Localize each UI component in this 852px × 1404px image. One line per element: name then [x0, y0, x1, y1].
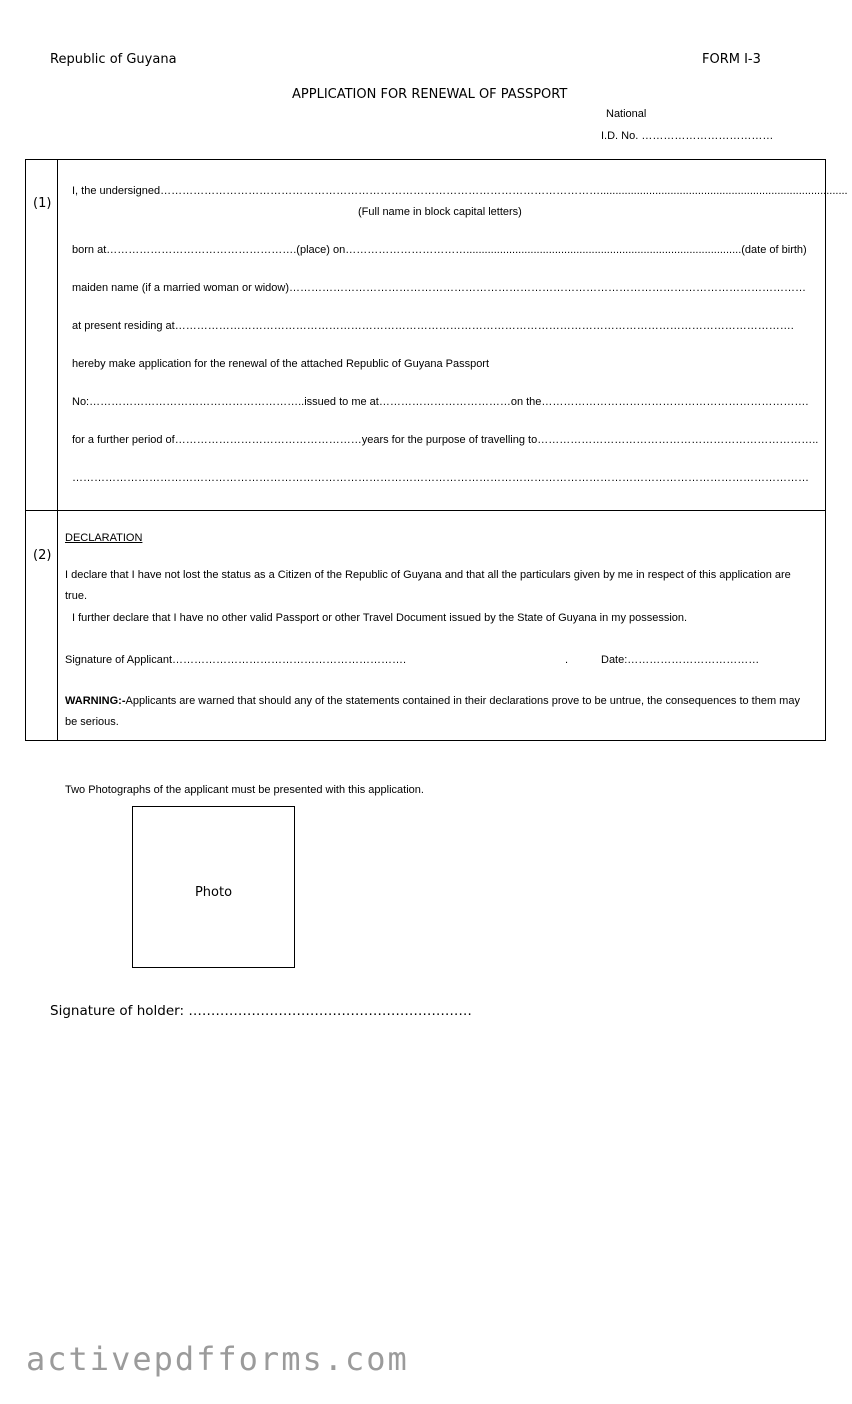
holder-signature-field[interactable]: Signature of holder: ………………………………………………………: [50, 1003, 472, 1019]
id-number-field[interactable]: I.D. No. ………………………………: [601, 130, 774, 142]
form-title: APPLICATION FOR RENEWAL OF PASSPORT: [292, 87, 568, 102]
application-statement: hereby make application for the renewal of the attached Republic of Guyana Passport: [72, 358, 490, 370]
row-divider: [25, 510, 826, 511]
warning-label: WARNING:-: [65, 695, 126, 707]
form-code: FORM I-3: [702, 52, 761, 67]
photo-label: Photo: [194, 885, 233, 900]
declaration-citizenship: I declare that I have not lost the status as a Citizen of the Republic of Guyana and that all the particulars given by me in respect of this application are true.: [65, 569, 791, 602]
photo-instruction: Two Photographs of the applicant must be presented with this application.: [65, 784, 424, 796]
declaration-no-other-passport: I further declare that I have no other valid Passport or other Travel Document issued by the State of Guyana in my possession.: [72, 612, 688, 624]
separator-dot: .: [565, 654, 569, 666]
photo-box[interactable]: [132, 806, 295, 968]
travel-period-field[interactable]: for a further period of……………………………………………years for the purpose of travelling to…………………………………………………………………..: [72, 434, 819, 446]
birth-place-date-field[interactable]: born at…………………………………………….(place) on……………………………..........................................................................................(date of birth): [72, 244, 807, 256]
warning-text: [65, 691, 815, 733]
full-name-field[interactable]: I, the undersigned………………………………………………………………………………………………………….................................................................................: [72, 185, 848, 197]
maiden-name-field[interactable]: maiden name (if a married woman or widow)……………………………………………………………………………………………………………………………: [72, 282, 807, 294]
declaration-heading: DECLARATION: [65, 532, 143, 544]
column-divider: [57, 159, 58, 741]
warning-body: Applicants are warned that should any of the statements contained in their declarations prove to be untrue, the consequences to them may be serious.: [65, 695, 800, 728]
full-name-hint: (Full name in block capital letters): [358, 206, 522, 218]
country-name: Republic of Guyana: [50, 52, 177, 67]
date-field[interactable]: Date:………………………………: [601, 654, 760, 666]
section-2-number: (2): [33, 548, 52, 563]
residence-field[interactable]: at present residing at…………………………………………………………………………………………………………………………………………………….: [72, 320, 794, 332]
passport-number-field[interactable]: No:…………………………………………………..issued to me at………………………………on the……………………………………………………………….: [72, 396, 809, 408]
national-label: National: [606, 108, 647, 120]
section-1-number: (1): [33, 196, 52, 211]
watermark: activepdfforms.com: [26, 1340, 409, 1378]
applicant-signature-field[interactable]: Signature of Applicant……………………………………………………….: [65, 654, 407, 666]
travel-destination-continued-field[interactable]: …………………………………………………………………………………………………………………………………………………………………………………: [72, 472, 809, 484]
